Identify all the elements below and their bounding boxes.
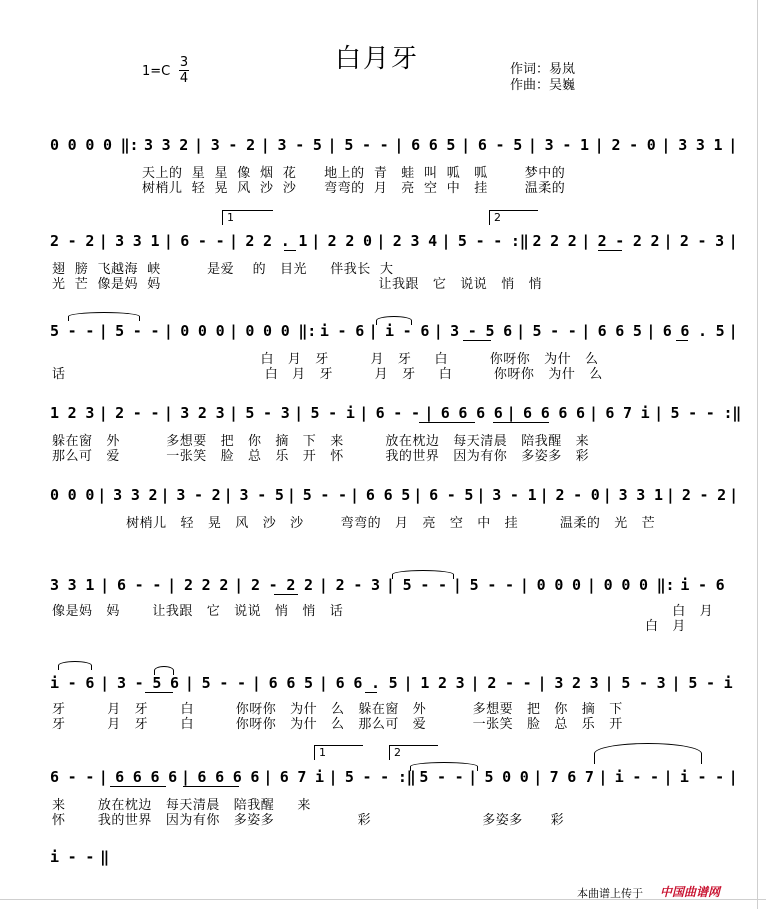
barline: | bbox=[470, 674, 480, 692]
meter-bottom: 4 bbox=[179, 71, 189, 86]
barline: | bbox=[394, 136, 404, 154]
note-group: 0 0 0 ‖: bbox=[245, 322, 317, 340]
lyric-line: 翅 膀 飞越海 峡 是爱 的 目光 伴我长 大 bbox=[52, 262, 394, 277]
note-group: 2 - 3 bbox=[679, 232, 725, 250]
note-group: 0 0 0 bbox=[50, 486, 95, 504]
song-title: 白月牙 bbox=[335, 44, 420, 74]
note-group: i - 6 bbox=[319, 322, 365, 340]
barline: ‖ bbox=[100, 848, 109, 866]
note-group: 3 2 3 bbox=[180, 404, 225, 422]
note-group: 6 - - bbox=[180, 232, 225, 250]
lyric-line: 天上的 星 星 像 烟 花 地上的 青 蛙 叫 呱 呱 梦中的 bbox=[142, 166, 566, 181]
barline: | bbox=[98, 322, 108, 340]
lyric-line: 像是妈 妈 让我跟 它 说说 悄 悄 话 白 月 bbox=[52, 604, 714, 619]
notation-row-2 bbox=[0, 232, 766, 256]
barline: | bbox=[424, 404, 434, 422]
barline: | bbox=[654, 404, 663, 422]
note-group: 3 3 2 bbox=[113, 486, 158, 504]
underline-mark bbox=[110, 786, 166, 787]
barline: | bbox=[581, 232, 591, 250]
note-group: 6 6 6 6 bbox=[523, 404, 585, 422]
barline: | bbox=[223, 486, 233, 504]
lyric-row-8b bbox=[0, 809, 766, 827]
note-group: 5 - - bbox=[201, 674, 246, 692]
barline: | bbox=[403, 674, 413, 692]
barline: | bbox=[263, 768, 273, 786]
lyric-line: 树梢儿 轻 晃 风 沙 沙 弯弯的 月 亮 空 中 挂 温柔的 光 芒 bbox=[52, 516, 656, 531]
site-logo[interactable]: 中国曲谱网 bbox=[660, 885, 721, 899]
barline: | bbox=[452, 576, 462, 594]
note-group: 6 6 . 5 bbox=[335, 674, 398, 692]
note-group: 6 6 6 6 bbox=[197, 768, 260, 786]
note-group: 6 - - bbox=[117, 576, 162, 594]
note-group: 2 - 2 bbox=[681, 486, 726, 504]
lyric-line: 怀 我的世界 因为有你 多姿多 彩 多姿多 彩 bbox=[52, 813, 565, 828]
note-group: 2 - 0 bbox=[611, 136, 656, 154]
note-group: 6 6 6 6 bbox=[440, 404, 503, 422]
barline: | bbox=[519, 576, 529, 594]
barline: | bbox=[728, 232, 738, 250]
barline: | bbox=[728, 136, 738, 154]
tie-arc bbox=[58, 661, 92, 670]
barline: | bbox=[588, 404, 598, 422]
barline: | bbox=[413, 486, 423, 504]
note-group: 5 - i bbox=[688, 674, 733, 692]
lyric-line: 来 放在枕边 每天清晨 陪我醒 来 bbox=[52, 798, 311, 813]
note-group: 2 2 . 1 bbox=[245, 232, 308, 250]
note-group: 6 7 i bbox=[279, 768, 324, 786]
note-group: 2 - 2 bbox=[50, 232, 95, 250]
barline: | bbox=[598, 768, 608, 786]
note-group: 5 - - bbox=[302, 486, 347, 504]
note-group: 5 - - bbox=[469, 576, 514, 594]
note-group: 5 - i bbox=[310, 404, 355, 422]
note-group: 2 3 4 bbox=[392, 232, 437, 250]
barline: | bbox=[286, 486, 296, 504]
page-frame-bottom bbox=[0, 899, 766, 900]
barline: | bbox=[586, 576, 596, 594]
barline: | bbox=[476, 486, 486, 504]
note-group: 0 0 0 0 ‖: bbox=[50, 136, 139, 154]
barline: | bbox=[160, 486, 170, 504]
lyric-row-2b bbox=[0, 273, 766, 291]
barline: | bbox=[728, 322, 738, 340]
note-group: 6 6 6 6 bbox=[115, 768, 177, 786]
upload-notice: 本曲谱上传于 bbox=[577, 887, 643, 900]
notation-row-1 bbox=[0, 136, 766, 160]
note-group: 6 - - bbox=[50, 768, 95, 786]
lyric-row-4b bbox=[0, 445, 766, 463]
barline: | bbox=[327, 136, 337, 154]
note-group: 5 - - bbox=[50, 322, 95, 340]
underline-mark bbox=[183, 786, 239, 787]
lyric-line: 白 月 bbox=[52, 619, 686, 634]
underline-mark bbox=[145, 692, 173, 693]
underline-mark bbox=[419, 422, 475, 423]
note-group: 5 - - :‖ bbox=[670, 404, 742, 422]
lyric-row-3b bbox=[0, 363, 766, 381]
lyric-row-7b bbox=[0, 713, 766, 731]
note-group: i - 6 bbox=[385, 322, 430, 340]
barline: | bbox=[294, 404, 303, 422]
barline: | bbox=[581, 322, 591, 340]
note-group: 2 - 2 2 bbox=[597, 232, 660, 250]
note-group: 3 3 1 bbox=[50, 576, 95, 594]
notation-row-3 bbox=[0, 322, 766, 346]
note-group: 2 - - bbox=[487, 674, 532, 692]
volta-bracket-1: 1 bbox=[222, 210, 273, 225]
note-group: i - 6 bbox=[50, 674, 95, 692]
barline: | bbox=[539, 486, 549, 504]
barline: | bbox=[234, 576, 243, 594]
barline: | bbox=[328, 768, 338, 786]
note-group: 5 - - bbox=[344, 136, 389, 154]
note-group: i - - bbox=[50, 848, 95, 866]
barline: | bbox=[602, 486, 612, 504]
lyric-row-5a bbox=[0, 512, 766, 530]
lyric-row-1b bbox=[0, 177, 766, 195]
barline: | bbox=[663, 768, 673, 786]
note-group: 6 - - bbox=[375, 404, 420, 422]
underline-mark bbox=[365, 692, 377, 693]
barline: | bbox=[98, 232, 108, 250]
barline: | bbox=[594, 136, 604, 154]
note-group: 3 - 5 bbox=[239, 486, 284, 504]
underline-mark bbox=[463, 340, 491, 341]
note-group: 5 - - bbox=[402, 576, 447, 594]
meter-top: 3 bbox=[179, 55, 189, 70]
note-group: 2 2 0 bbox=[327, 232, 372, 250]
lyric-row-6b bbox=[0, 615, 766, 633]
barline: | bbox=[163, 322, 173, 340]
time-signature bbox=[178, 56, 190, 85]
barline: | bbox=[318, 674, 328, 692]
barline: | bbox=[251, 674, 261, 692]
barline: | bbox=[646, 322, 656, 340]
note-group: 3 3 1 bbox=[618, 486, 663, 504]
tie-arc bbox=[68, 312, 140, 321]
barline: | bbox=[527, 136, 537, 154]
note-group: 6 - 5 bbox=[477, 136, 523, 154]
note-group: 6 6 5 bbox=[597, 322, 642, 340]
note-group: 5 - - bbox=[532, 322, 577, 340]
notation-row-8 bbox=[0, 768, 766, 792]
note-group: 2 - 0 bbox=[555, 486, 600, 504]
lyric-line: 话 白 月 牙 月 牙 白 你呀你 为什 么 bbox=[52, 367, 603, 382]
note-group: 3 - 2 bbox=[176, 486, 221, 504]
note-group: 3 3 1 bbox=[678, 136, 723, 154]
note-group: 0 0 0 ‖: bbox=[603, 576, 675, 594]
note-group: 6 6 5 bbox=[365, 486, 411, 504]
note-group: i - 6 bbox=[680, 576, 725, 594]
barline: | bbox=[368, 322, 378, 340]
barline: | bbox=[376, 232, 386, 250]
lyric-line: 躲在窗 外 多想要 把 你 摘 下 来 放在枕边 每天清晨 陪我醒 来 bbox=[52, 434, 590, 449]
barline: | bbox=[163, 404, 173, 422]
barline: | bbox=[516, 322, 525, 340]
barline: | bbox=[167, 576, 176, 594]
note-group: 5 - - bbox=[419, 768, 464, 786]
notation-row-7 bbox=[0, 674, 766, 698]
barline: | bbox=[229, 404, 238, 422]
note-group: 3 - 5 6 bbox=[117, 674, 179, 692]
barline: | bbox=[318, 576, 328, 594]
barline: | bbox=[671, 674, 681, 692]
key-signature: 1=C bbox=[142, 64, 171, 79]
note-group: 5 - 3 bbox=[245, 404, 290, 422]
barline: | bbox=[359, 404, 369, 422]
note-group: 1 2 3 bbox=[50, 404, 95, 422]
lyricist-credit: 作词：易岚 bbox=[510, 62, 576, 77]
barline: | bbox=[163, 232, 173, 250]
note-group: 6 6 5 bbox=[411, 136, 456, 154]
lyric-line: 牙 月 牙 白 你呀你 为什 么 那么可 爱 一张笑 脸 总 乐 开 bbox=[52, 717, 623, 732]
barline: | bbox=[433, 322, 443, 340]
barline: | bbox=[665, 486, 675, 504]
underline-mark bbox=[284, 250, 296, 251]
barline: | bbox=[229, 232, 238, 250]
volta-bracket-1: 1 bbox=[314, 745, 363, 760]
note-group: 5 0 0 bbox=[484, 768, 529, 786]
tie-arc bbox=[594, 743, 702, 764]
barline: | bbox=[229, 322, 238, 340]
note-group: 3 - 5 6 bbox=[450, 322, 512, 340]
note-group: 3 - 2 bbox=[210, 136, 255, 154]
volta-bracket-2: 2 bbox=[389, 745, 438, 760]
note-group: 6 7 i bbox=[605, 404, 650, 422]
note-group: 5 - - :‖ bbox=[344, 768, 416, 786]
barline: | bbox=[537, 674, 547, 692]
notation-row-9 bbox=[0, 848, 766, 872]
lyric-line: 那么可 爱 一张笑 脸 总 乐 开 怀 我的世界 因为有你 多姿多 彩 bbox=[52, 449, 590, 464]
barline: | bbox=[729, 486, 738, 504]
note-group: i - - bbox=[614, 768, 659, 786]
notation-row-4 bbox=[0, 404, 766, 428]
barline: | bbox=[97, 486, 107, 504]
lyric-line: 牙 月 牙 白 你呀你 为什 么 躲在窗 外 多想要 把 你 摘 下 bbox=[52, 702, 623, 717]
underline-mark bbox=[676, 340, 688, 341]
composer-credit: 作曲：吴巍 bbox=[510, 78, 576, 93]
barline: | bbox=[604, 674, 614, 692]
lyric-line: 光 芒 像是妈 妈 让我跟 它 说说 悄 悄 bbox=[52, 277, 543, 292]
note-group: 5 - - bbox=[115, 322, 160, 340]
note-group: 3 - 5 bbox=[277, 136, 322, 154]
barline: | bbox=[663, 232, 673, 250]
note-group: 5 - 3 bbox=[621, 674, 666, 692]
barline: | bbox=[98, 768, 108, 786]
barline: | bbox=[311, 232, 321, 250]
barline: | bbox=[100, 674, 109, 692]
note-group: 5 - - :‖ bbox=[457, 232, 529, 250]
note-group: 7 6 7 bbox=[549, 768, 594, 786]
underline-mark bbox=[274, 594, 298, 595]
lyric-line: 树梢儿 轻 晃 风 沙 沙 弯弯的 月 亮 空 中 挂 温柔的 bbox=[142, 181, 566, 196]
lyric-line: 白 月 牙 月 牙 白 你呀你 为什 么 bbox=[52, 352, 599, 367]
note-group: 0 0 0 bbox=[180, 322, 225, 340]
note-group: 3 - 1 bbox=[492, 486, 537, 504]
note-group: 2 2 2 bbox=[532, 232, 577, 250]
volta-bracket-2: 2 bbox=[489, 210, 538, 225]
barline: | bbox=[468, 768, 477, 786]
note-group: 2 2 2 bbox=[184, 576, 229, 594]
note-group: 2 - - bbox=[115, 404, 160, 422]
note-group: i - - bbox=[679, 768, 725, 786]
notation-row-5 bbox=[0, 486, 766, 510]
barline: | bbox=[385, 576, 395, 594]
underline-mark bbox=[493, 422, 549, 423]
barline: | bbox=[184, 674, 194, 692]
note-group: 2 - 3 bbox=[335, 576, 380, 594]
note-group: 0 0 0 bbox=[536, 576, 581, 594]
note-group: 6 - 5 bbox=[429, 486, 474, 504]
note-group: 3 2 3 bbox=[554, 674, 599, 692]
barline: | bbox=[193, 136, 203, 154]
underline-mark bbox=[598, 250, 622, 251]
barline: | bbox=[100, 576, 109, 594]
barline: | bbox=[661, 136, 671, 154]
note-group: 1 2 3 bbox=[420, 674, 465, 692]
notation-row-6 bbox=[0, 576, 766, 600]
barline: | bbox=[260, 136, 270, 154]
barline: | bbox=[98, 404, 108, 422]
barline: | bbox=[441, 232, 451, 250]
note-group: 6 6 5 bbox=[268, 674, 313, 692]
note-group: 3 - 1 bbox=[544, 136, 589, 154]
barline: | bbox=[350, 486, 359, 504]
barline: | bbox=[461, 136, 470, 154]
note-group: 6 6 . 5 bbox=[662, 322, 725, 340]
note-group: 3 3 2 bbox=[143, 136, 189, 154]
note-group: 3 3 1 bbox=[115, 232, 160, 250]
barline: | bbox=[181, 768, 190, 786]
barline: | bbox=[533, 768, 543, 786]
barline: | bbox=[728, 768, 738, 786]
barline: | bbox=[506, 404, 516, 422]
note-group: 2 - 2 2 bbox=[251, 576, 313, 594]
